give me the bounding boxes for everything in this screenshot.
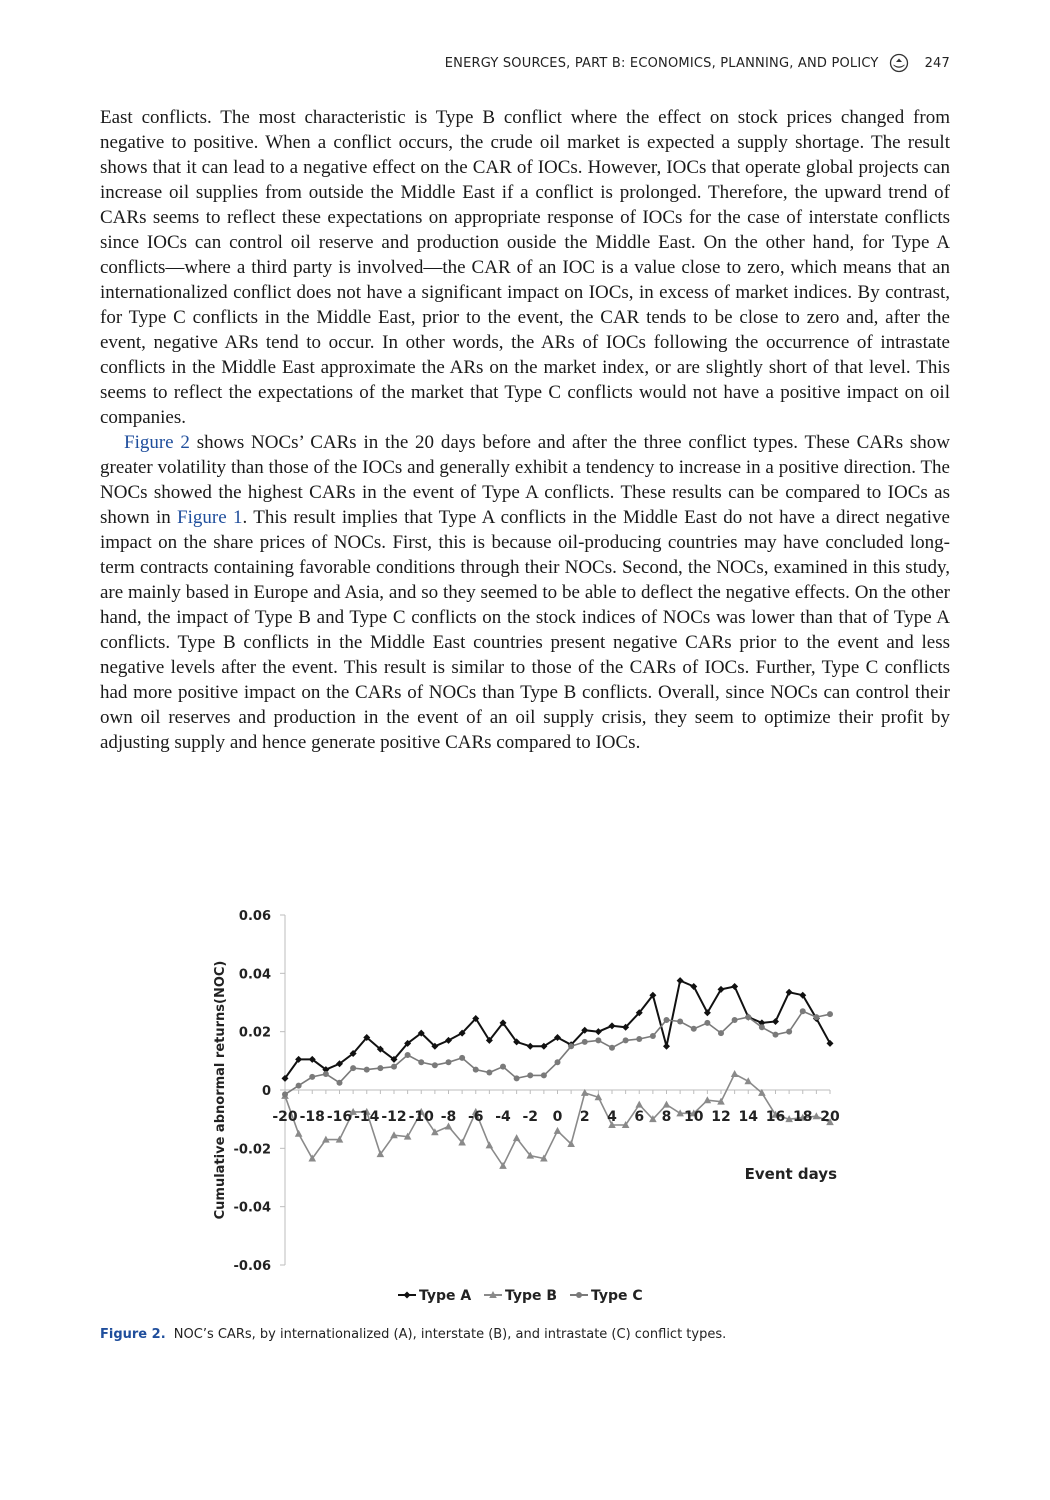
caption-text: NOC’s CARs, by internationalized (A), interstate (B), and intrastate (C) conflict types. xyxy=(173,1327,727,1342)
y-axis-title: Cumulative abnormal returns(NOC) xyxy=(213,960,228,1220)
x-tick-label: 14 xyxy=(738,1109,758,1125)
legend-marker-type-c xyxy=(576,1292,582,1298)
data-point-type-a xyxy=(690,983,697,990)
data-point-type-a xyxy=(731,983,738,990)
data-point-type-c xyxy=(282,1091,288,1097)
x-tick-label: 10 xyxy=(684,1109,704,1125)
x-tick-label: -2 xyxy=(522,1109,539,1125)
data-point-type-c xyxy=(500,1064,506,1070)
data-point-type-b xyxy=(663,1101,671,1108)
figure-caption xyxy=(100,1327,950,1342)
data-point-type-c xyxy=(350,1065,356,1071)
data-point-type-a xyxy=(595,1028,602,1035)
data-point-type-c xyxy=(432,1062,438,1068)
data-point-type-c xyxy=(813,1014,819,1020)
x-tick-label: -6 xyxy=(467,1109,484,1125)
caption-label: Figure 2. xyxy=(100,1327,166,1342)
x-tick-label: 12 xyxy=(711,1109,731,1125)
data-point-type-b xyxy=(295,1130,303,1137)
data-point-type-a xyxy=(609,1022,616,1029)
data-point-type-c xyxy=(677,1018,683,1024)
data-point-type-c xyxy=(595,1037,601,1043)
x-axis-title: Event days xyxy=(744,1164,837,1183)
page-number: 247 xyxy=(924,55,950,71)
y-tick-label: 0.02 xyxy=(238,1025,271,1041)
x-tick-label: -10 xyxy=(408,1109,434,1125)
data-point-type-c xyxy=(691,1026,697,1032)
data-point-type-c xyxy=(337,1080,343,1086)
x-tick-label: -20 xyxy=(272,1109,298,1125)
data-point-type-c xyxy=(636,1036,642,1042)
data-point-type-c xyxy=(377,1065,383,1071)
data-point-type-a xyxy=(527,1043,534,1050)
legend-label: Type C xyxy=(591,1288,643,1304)
figure-1-link[interactable]: Figure 1 xyxy=(177,507,243,528)
legend-label: Type B xyxy=(505,1288,558,1304)
x-tick-label: 4 xyxy=(607,1109,617,1125)
data-point-type-c xyxy=(704,1020,710,1026)
data-point-type-c xyxy=(582,1039,588,1045)
x-tick-label: -12 xyxy=(381,1109,407,1125)
journal-title: ENERGY SOURCES, PART B: ECONOMICS, PLANNING, AND POLICY xyxy=(444,55,879,71)
data-point-type-a xyxy=(786,989,793,996)
x-tick-label: -16 xyxy=(326,1109,353,1125)
x-tick-label: -18 xyxy=(299,1109,325,1125)
data-point-type-c xyxy=(296,1083,302,1089)
crossmark-icon[interactable] xyxy=(889,53,909,73)
paragraph-2 xyxy=(100,430,950,755)
data-point-type-c xyxy=(555,1059,561,1065)
data-point-type-c xyxy=(800,1008,806,1014)
data-point-type-c xyxy=(473,1067,479,1073)
data-point-type-c xyxy=(759,1024,765,1030)
data-point-type-c xyxy=(459,1055,465,1061)
paragraph-1: East conflicts. The most characteristic is Type B conflict where the effect on stock prices changed from negative to positive. When a conflict occurs, the crude oil market is expected a supply shortage. The result shows that it can lead to a negative effect on the CAR of IOCs. However, IOCs that operate global projects can increase oil supplies from outside the Middle East if a conflict is prolonged. Therefore, the upward trend of CARs seems to reflect these expectations on appropriate response of IOCs for the case of interstate conflicts since IOCs can control oil reserve and production ouside the Middle East. On the other hand, for Type A conflicts—where a third party is involved—the CAR of an IOC is a value close to zero, which means that an internationalized conflict does not have a significant impact on IOCs, in excess of market indices. By contrast, for Type C conflicts in the Middle East, prior to the event, the CAR tends to be close to zero and, after the event, negative ARs tend to occur. In other words, the ARs of IOCs following the occurrence of intrastate conflicts in the Middle East approximate the ARs on the market index, or are slightly short of that level. This seems to reflect the expectations of the market that Type C conflicts would not have a positive impact on oil companies. xyxy=(100,107,950,428)
data-point-type-b xyxy=(486,1141,494,1148)
y-tick-label: -0.06 xyxy=(233,1259,271,1274)
data-point-type-c xyxy=(323,1071,329,1077)
running-head xyxy=(445,52,950,74)
data-point-type-c xyxy=(827,1011,833,1017)
data-point-type-c xyxy=(609,1045,615,1051)
data-point-type-b xyxy=(554,1127,562,1134)
y-tick-label: -0.02 xyxy=(233,1142,271,1158)
data-point-type-a xyxy=(772,1018,779,1025)
x-tick-label: 16 xyxy=(765,1109,786,1125)
data-point-type-c xyxy=(650,1033,656,1039)
data-point-type-c xyxy=(446,1059,452,1065)
legend-label: Type A xyxy=(419,1288,472,1304)
y-tick-label: -0.04 xyxy=(233,1200,271,1216)
data-point-type-c xyxy=(364,1067,370,1073)
data-point-type-c xyxy=(732,1017,738,1023)
data-point-type-c xyxy=(568,1043,574,1049)
data-point-type-c xyxy=(541,1072,547,1078)
data-point-type-c xyxy=(786,1029,792,1035)
chart-svg xyxy=(200,895,860,1315)
data-point-type-c xyxy=(623,1037,629,1043)
data-point-type-c xyxy=(527,1072,533,1078)
x-tick-label: 20 xyxy=(820,1109,840,1125)
x-tick-label: -8 xyxy=(440,1109,457,1125)
x-tick-label: -4 xyxy=(495,1109,511,1125)
figure-2-link[interactable]: Figure 2 xyxy=(124,432,190,453)
data-point-type-a xyxy=(677,977,684,984)
data-point-type-c xyxy=(486,1070,492,1076)
data-point-type-c xyxy=(664,1017,670,1023)
data-point-type-c xyxy=(405,1052,411,1058)
data-point-type-c xyxy=(391,1064,397,1070)
x-tick-label: 18 xyxy=(793,1109,813,1125)
paragraph-2-text-b: . This result implies that Type A conflicts in the Middle East do not have a direct negative impact on the share prices of NOCs. First, this is because oil-producing countries may have concluded long-term contracts containing favorable conditions through their NOCs. Second, the NOCs, examined in this study, are mainly based in Europe and Asia, and so they seemed to be able to deflect the negative effects. On the other hand, the impact of Type B and Type C conflicts on the stock indices of NOCs was lower than that of Type A conflicts. Type B conflicts in the Middle East countries present negative CARs prior to the event and less negative levels after the event. This result is similar to those of the CARs of IOCs. Further, Type C conflicts had more positive impact on the CARs of NOCs than Type B conflicts. Overall, since NOCs can control their own oil reserves and production in the event of an oil supply crisis, they seem to optimize their profit by adjusting supply and hence generate positive CARs compared to IOCs. xyxy=(100,507,950,753)
data-point-type-c xyxy=(745,1014,751,1020)
data-point-type-c xyxy=(309,1074,315,1080)
body-text xyxy=(100,105,950,755)
y-tick-label: 0 xyxy=(261,1084,271,1099)
data-point-type-c xyxy=(718,1030,724,1036)
y-tick-label: 0.06 xyxy=(238,909,271,924)
x-tick-label: 6 xyxy=(634,1109,645,1125)
legend-marker-type-a xyxy=(404,1292,411,1299)
figure-2-chart xyxy=(200,895,860,1315)
x-tick-label: 2 xyxy=(579,1109,590,1125)
data-point-type-b xyxy=(731,1070,739,1077)
paragraph-2-text-a: shows NOCs’ CARs in the 20 days before and after the three conflict types. These CARs show greater volatility than those of the IOCs and generally exhibit a tendency to increase in a positive direction. The NOCs showed the highest CARs in the event of Type A conflicts. These results can be compared to IOCs as shown in xyxy=(100,432,951,528)
data-point-type-c xyxy=(773,1032,779,1038)
data-point-type-c xyxy=(514,1075,520,1081)
data-point-type-b xyxy=(513,1134,521,1141)
y-tick-label: 0.04 xyxy=(238,967,271,983)
x-tick-label: 8 xyxy=(661,1109,672,1125)
x-tick-label: 0 xyxy=(552,1109,563,1125)
data-point-type-b xyxy=(635,1101,643,1108)
data-point-type-a xyxy=(663,1043,670,1050)
data-point-type-c xyxy=(418,1059,424,1065)
x-tick-label: -14 xyxy=(354,1109,380,1125)
